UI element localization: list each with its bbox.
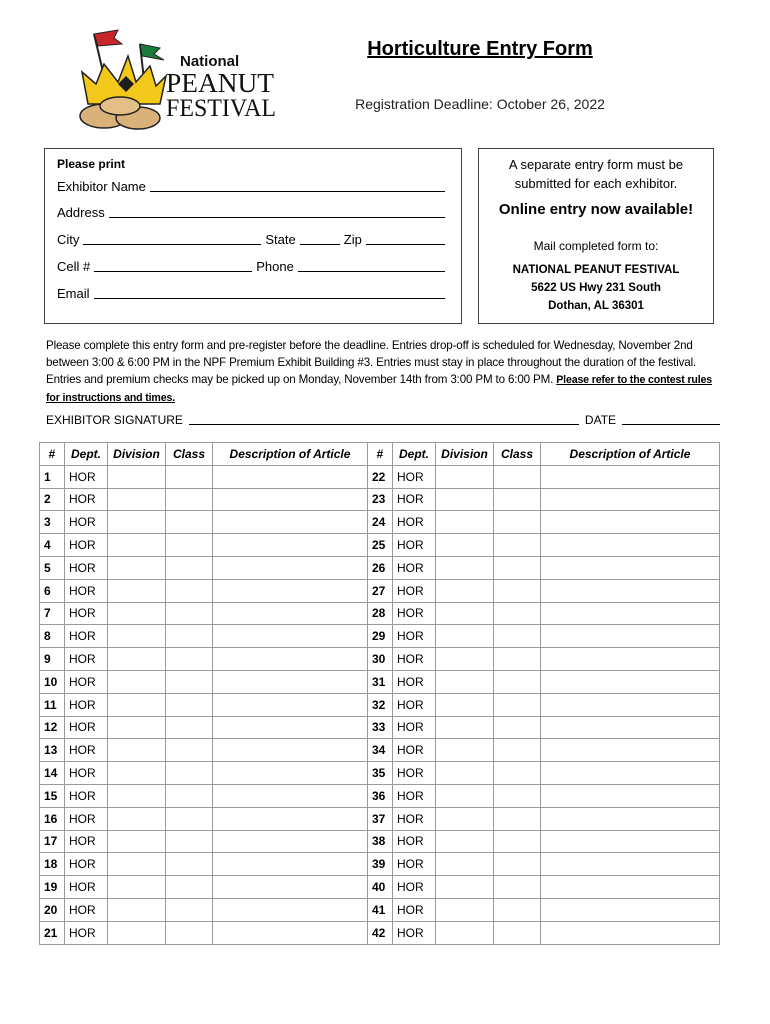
entry-description-input[interactable] xyxy=(541,625,720,648)
entry-division-input[interactable] xyxy=(436,716,494,739)
entry-class-input[interactable] xyxy=(494,921,541,944)
entry-dept: HOR xyxy=(393,625,436,648)
entry-class-input[interactable] xyxy=(494,898,541,921)
online-entry-note: Online entry now available! xyxy=(498,201,694,218)
entry-description-input[interactable] xyxy=(213,716,368,739)
entry-number: 19 xyxy=(40,876,65,899)
entry-dept: HOR xyxy=(65,762,108,785)
entry-description-input[interactable] xyxy=(541,693,720,716)
entry-description-input[interactable] xyxy=(541,602,720,625)
entry-description-input[interactable] xyxy=(541,511,720,534)
state-label: State xyxy=(265,232,296,247)
entry-description-input[interactable] xyxy=(213,898,368,921)
entry-class-input[interactable] xyxy=(494,739,541,762)
entry-description-input[interactable] xyxy=(541,921,720,944)
entry-class-input[interactable] xyxy=(494,670,541,693)
entry-dept: HOR xyxy=(65,465,108,488)
logo-festival: FESTIVAL xyxy=(166,95,276,122)
entry-dept: HOR xyxy=(393,921,436,944)
entry-dept: HOR xyxy=(393,876,436,899)
entry-dept: HOR xyxy=(65,556,108,579)
entry-number: 14 xyxy=(40,762,65,785)
phone-input[interactable] xyxy=(298,260,445,272)
entry-dept: HOR xyxy=(65,921,108,944)
entry-number: 32 xyxy=(368,693,393,716)
entry-division-input[interactable] xyxy=(108,670,166,693)
entry-description-input[interactable] xyxy=(213,921,368,944)
entry-number: 30 xyxy=(368,648,393,671)
form-title: Horticulture Entry Form xyxy=(367,38,593,60)
city-state-zip-field xyxy=(57,232,449,247)
entries-body xyxy=(40,465,720,944)
entry-division-input[interactable] xyxy=(108,556,166,579)
entry-description-input[interactable] xyxy=(541,784,720,807)
address-field xyxy=(57,205,449,220)
entry-dept: HOR xyxy=(65,853,108,876)
table-row xyxy=(40,556,720,579)
entry-description-input[interactable] xyxy=(541,716,720,739)
entry-description-input[interactable] xyxy=(213,488,368,511)
entry-division-input[interactable] xyxy=(436,762,494,785)
entry-description-input[interactable] xyxy=(213,602,368,625)
entry-division-input[interactable] xyxy=(108,488,166,511)
mail-to-label: Mail completed form to: xyxy=(533,239,659,253)
entry-class-input[interactable] xyxy=(166,602,213,625)
entry-dept: HOR xyxy=(65,716,108,739)
entry-class-input[interactable] xyxy=(494,876,541,899)
entry-dept: HOR xyxy=(65,625,108,648)
date-label: DATE xyxy=(584,413,617,427)
entry-division-input[interactable] xyxy=(436,465,494,488)
table-row xyxy=(40,670,720,693)
exhibitor-name-input[interactable] xyxy=(150,180,445,192)
entry-dept: HOR xyxy=(65,670,108,693)
entry-class-input[interactable] xyxy=(494,556,541,579)
entry-division-input[interactable] xyxy=(108,853,166,876)
entry-division-input[interactable] xyxy=(436,534,494,557)
table-row xyxy=(40,853,720,876)
table-row xyxy=(40,648,720,671)
contest-rules-note: Please refer to the contest rules for instructions and times. xyxy=(46,374,713,404)
entry-dept: HOR xyxy=(393,579,436,602)
entry-number: 20 xyxy=(40,898,65,921)
entry-division-input[interactable] xyxy=(436,693,494,716)
email-field xyxy=(57,286,449,301)
entry-number: 2 xyxy=(40,488,65,511)
table-row xyxy=(40,579,720,602)
col-number-header: # xyxy=(40,443,65,466)
entry-dept: HOR xyxy=(65,511,108,534)
col-class-header: Class xyxy=(166,443,213,466)
entry-number: 39 xyxy=(368,853,393,876)
entry-number: 40 xyxy=(368,876,393,899)
entry-class-input[interactable] xyxy=(166,898,213,921)
entry-number: 29 xyxy=(368,625,393,648)
entry-dept: HOR xyxy=(65,898,108,921)
entry-dept: HOR xyxy=(393,716,436,739)
table-row xyxy=(40,716,720,739)
entry-class-input[interactable] xyxy=(166,648,213,671)
entry-description-input[interactable] xyxy=(541,488,720,511)
cell-phone-field xyxy=(57,259,449,274)
entry-number: 13 xyxy=(40,739,65,762)
entry-class-input[interactable] xyxy=(166,784,213,807)
entry-description-input[interactable] xyxy=(541,670,720,693)
entry-division-input[interactable] xyxy=(108,716,166,739)
entry-number: 18 xyxy=(40,853,65,876)
entry-class-input[interactable] xyxy=(494,762,541,785)
entry-description-input[interactable] xyxy=(541,465,720,488)
entry-dept: HOR xyxy=(65,876,108,899)
address-line-2: 5622 US Hwy 231 South xyxy=(531,282,661,294)
entry-dept: HOR xyxy=(65,693,108,716)
table-row xyxy=(40,534,720,557)
entry-dept: HOR xyxy=(65,830,108,853)
entry-class-input[interactable] xyxy=(166,534,213,557)
entry-division-input[interactable] xyxy=(436,739,494,762)
entry-number: 31 xyxy=(368,670,393,693)
zip-input[interactable] xyxy=(366,233,445,245)
entry-class-input[interactable] xyxy=(494,579,541,602)
table-row xyxy=(40,488,720,511)
entry-division-input[interactable] xyxy=(436,511,494,534)
entry-number: 6 xyxy=(40,579,65,602)
entry-description-input[interactable] xyxy=(541,898,720,921)
table-row xyxy=(40,511,720,534)
entry-division-input[interactable] xyxy=(436,488,494,511)
please-print-label: Please print xyxy=(57,157,126,171)
entry-class-input[interactable] xyxy=(494,830,541,853)
state-input[interactable] xyxy=(300,233,340,245)
entry-number: 22 xyxy=(368,465,393,488)
entry-number: 16 xyxy=(40,807,65,830)
entry-description-input[interactable] xyxy=(213,853,368,876)
entry-division-input[interactable] xyxy=(436,830,494,853)
entry-number: 34 xyxy=(368,739,393,762)
entry-division-input[interactable] xyxy=(436,921,494,944)
entry-description-input[interactable] xyxy=(541,648,720,671)
exhibitor-name-field xyxy=(57,179,449,194)
entry-number: 12 xyxy=(40,716,65,739)
entry-description-input[interactable] xyxy=(541,579,720,602)
entry-dept: HOR xyxy=(393,762,436,785)
entry-dept: HOR xyxy=(65,648,108,671)
entry-description-input[interactable] xyxy=(213,693,368,716)
entry-class-input[interactable] xyxy=(166,579,213,602)
mailing-info-box xyxy=(478,148,714,324)
entry-number: 33 xyxy=(368,716,393,739)
signature-row xyxy=(46,413,726,427)
table-header-row xyxy=(40,443,720,466)
address-label: Address xyxy=(57,205,105,220)
address-input[interactable] xyxy=(109,206,445,218)
entry-division-input[interactable] xyxy=(108,739,166,762)
col-dept-header: Dept. xyxy=(65,443,108,466)
registration-deadline: Registration Deadline: October 26, 2022 xyxy=(355,96,605,112)
entry-class-input[interactable] xyxy=(494,625,541,648)
entry-description-input[interactable] xyxy=(541,556,720,579)
entry-dept: HOR xyxy=(393,739,436,762)
entry-description-input[interactable] xyxy=(541,739,720,762)
entry-number: 27 xyxy=(368,579,393,602)
col-division-header: Division xyxy=(436,443,494,466)
table-row xyxy=(40,465,720,488)
entry-dept: HOR xyxy=(393,534,436,557)
entry-dept: HOR xyxy=(393,602,436,625)
entry-description-input[interactable] xyxy=(213,807,368,830)
instructions-text: Please complete this entry form and pre-register before the deadline. Entries drop-off is scheduled for Wednesday, November 2nd between 3:00 & 6:00 PM in the NPF Premium Exhibit Building #3. Entries must stay in place throughout the duration of the festival. Entries and premium checks may be picked up on Monday, November 14th from 3:00 PM to 6:00 PM. xyxy=(46,339,697,386)
entry-dept: HOR xyxy=(393,807,436,830)
entry-number: 28 xyxy=(368,602,393,625)
entry-class-input[interactable] xyxy=(166,762,213,785)
entry-division-input[interactable] xyxy=(108,693,166,716)
entry-class-input[interactable] xyxy=(494,716,541,739)
entry-number: 38 xyxy=(368,830,393,853)
entry-class-input[interactable] xyxy=(166,853,213,876)
col-dept-header: Dept. xyxy=(393,443,436,466)
col-description-header: Description of Article xyxy=(541,443,720,466)
exhibitor-info-box xyxy=(44,148,462,324)
logo-national: National xyxy=(180,53,240,70)
phone-label: Phone xyxy=(256,259,294,274)
date-input[interactable] xyxy=(622,414,720,425)
col-class-header: Class xyxy=(494,443,541,466)
table-row xyxy=(40,602,720,625)
entry-class-input[interactable] xyxy=(494,807,541,830)
entry-division-input[interactable] xyxy=(436,556,494,579)
entry-dept: HOR xyxy=(65,602,108,625)
entry-number: 9 xyxy=(40,648,65,671)
entry-class-input[interactable] xyxy=(494,693,541,716)
entry-division-input[interactable] xyxy=(436,602,494,625)
entry-dept: HOR xyxy=(393,670,436,693)
entry-class-input[interactable] xyxy=(166,739,213,762)
entry-class-input[interactable] xyxy=(494,784,541,807)
entry-division-input[interactable] xyxy=(108,602,166,625)
entry-class-input[interactable] xyxy=(166,556,213,579)
national-peanut-festival-logo xyxy=(74,26,280,134)
entry-number: 24 xyxy=(368,511,393,534)
entry-division-input[interactable] xyxy=(108,762,166,785)
entry-division-input[interactable] xyxy=(108,579,166,602)
col-description-header: Description of Article xyxy=(213,443,368,466)
entry-description-input[interactable] xyxy=(213,579,368,602)
entry-number: 15 xyxy=(40,784,65,807)
entry-division-input[interactable] xyxy=(108,625,166,648)
entry-description-input[interactable] xyxy=(541,853,720,876)
entry-dept: HOR xyxy=(65,739,108,762)
entry-class-input[interactable] xyxy=(494,648,541,671)
table-row xyxy=(40,784,720,807)
table-row xyxy=(40,625,720,648)
entry-number: 35 xyxy=(368,762,393,785)
entry-number: 26 xyxy=(368,556,393,579)
table-row xyxy=(40,739,720,762)
entry-division-input[interactable] xyxy=(436,625,494,648)
entry-dept: HOR xyxy=(393,784,436,807)
entry-description-input[interactable] xyxy=(541,876,720,899)
entry-class-input[interactable] xyxy=(166,830,213,853)
entry-number: 17 xyxy=(40,830,65,853)
entry-class-input[interactable] xyxy=(166,716,213,739)
cell-label: Cell # xyxy=(57,259,91,274)
entry-division-input[interactable] xyxy=(436,648,494,671)
entry-description-input[interactable] xyxy=(213,556,368,579)
entry-number: 4 xyxy=(40,534,65,557)
entry-number: 42 xyxy=(368,921,393,944)
entry-description-input[interactable] xyxy=(213,876,368,899)
entries-table xyxy=(39,442,720,945)
entry-description-input[interactable] xyxy=(213,465,368,488)
table-row xyxy=(40,762,720,785)
email-label: Email xyxy=(57,286,90,301)
entry-class-input[interactable] xyxy=(494,511,541,534)
entry-division-input[interactable] xyxy=(108,511,166,534)
table-row xyxy=(40,921,720,944)
entry-number: 11 xyxy=(40,693,65,716)
entry-division-input[interactable] xyxy=(436,784,494,807)
entry-division-input[interactable] xyxy=(436,876,494,899)
entry-class-input[interactable] xyxy=(494,602,541,625)
entry-dept: HOR xyxy=(393,693,436,716)
entry-number: 1 xyxy=(40,465,65,488)
entry-class-input[interactable] xyxy=(494,534,541,557)
table-row xyxy=(40,876,720,899)
entry-dept: HOR xyxy=(393,853,436,876)
entry-division-input[interactable] xyxy=(108,465,166,488)
entry-description-input[interactable] xyxy=(213,830,368,853)
entry-class-input[interactable] xyxy=(494,853,541,876)
signature-label: EXHIBITOR SIGNATURE xyxy=(46,413,183,427)
entry-dept: HOR xyxy=(393,556,436,579)
entry-number: 3 xyxy=(40,511,65,534)
entry-number: 5 xyxy=(40,556,65,579)
entry-dept: HOR xyxy=(65,488,108,511)
separate-form-note: A separate entry form must be submitted for each exhibitor. xyxy=(508,157,684,191)
address-line-1: NATIONAL PEANUT FESTIVAL xyxy=(512,264,680,276)
entry-division-input[interactable] xyxy=(436,670,494,693)
exhibitor-name-label: Exhibitor Name xyxy=(57,179,146,194)
entry-dept: HOR xyxy=(393,830,436,853)
entry-number: 36 xyxy=(368,784,393,807)
instructions-paragraph xyxy=(46,337,726,407)
entry-class-input[interactable] xyxy=(166,807,213,830)
entry-number: 10 xyxy=(40,670,65,693)
entry-description-input[interactable] xyxy=(213,670,368,693)
entry-division-input[interactable] xyxy=(436,853,494,876)
entry-description-input[interactable] xyxy=(541,534,720,557)
entry-dept: HOR xyxy=(65,784,108,807)
entry-division-input[interactable] xyxy=(436,807,494,830)
table-row xyxy=(40,898,720,921)
entry-dept: HOR xyxy=(65,579,108,602)
entry-dept: HOR xyxy=(65,807,108,830)
entry-division-input[interactable] xyxy=(108,921,166,944)
entry-class-input[interactable] xyxy=(166,511,213,534)
entry-description-input[interactable] xyxy=(541,762,720,785)
entry-dept: HOR xyxy=(393,465,436,488)
entry-class-input[interactable] xyxy=(166,921,213,944)
entry-description-input[interactable] xyxy=(213,784,368,807)
entry-description-input[interactable] xyxy=(541,807,720,830)
entry-description-input[interactable] xyxy=(541,830,720,853)
city-label: City xyxy=(57,232,80,247)
entry-number: 7 xyxy=(40,602,65,625)
entry-dept: HOR xyxy=(393,648,436,671)
city-input[interactable] xyxy=(83,233,261,245)
entry-number: 37 xyxy=(368,807,393,830)
email-input[interactable] xyxy=(94,287,445,299)
entry-description-input[interactable] xyxy=(213,511,368,534)
entry-description-input[interactable] xyxy=(213,739,368,762)
entry-division-input[interactable] xyxy=(108,898,166,921)
entry-division-input[interactable] xyxy=(108,876,166,899)
entry-class-input[interactable] xyxy=(494,465,541,488)
entry-number: 23 xyxy=(368,488,393,511)
entry-class-input[interactable] xyxy=(494,488,541,511)
zip-label: Zip xyxy=(343,232,362,247)
entry-description-input[interactable] xyxy=(213,534,368,557)
entry-description-input[interactable] xyxy=(213,625,368,648)
entry-number: 25 xyxy=(368,534,393,557)
entry-number: 41 xyxy=(368,898,393,921)
entry-dept: HOR xyxy=(393,898,436,921)
entry-division-input[interactable] xyxy=(108,807,166,830)
cell-input[interactable] xyxy=(94,260,252,272)
mailing-address xyxy=(479,261,713,315)
entry-class-input[interactable] xyxy=(166,625,213,648)
table-row xyxy=(40,807,720,830)
entry-number: 21 xyxy=(40,921,65,944)
address-line-3: Dothan, AL 36301 xyxy=(548,300,644,312)
table-row xyxy=(40,830,720,853)
entry-division-input[interactable] xyxy=(108,534,166,557)
entry-dept: HOR xyxy=(393,511,436,534)
entry-class-input[interactable] xyxy=(166,693,213,716)
entry-division-input[interactable] xyxy=(108,830,166,853)
entry-class-input[interactable] xyxy=(166,670,213,693)
entry-division-input[interactable] xyxy=(436,898,494,921)
signature-input[interactable] xyxy=(189,414,579,425)
table-row xyxy=(40,693,720,716)
entry-description-input[interactable] xyxy=(213,762,368,785)
entry-class-input[interactable] xyxy=(166,876,213,899)
entry-division-input[interactable] xyxy=(108,784,166,807)
entry-dept: HOR xyxy=(393,488,436,511)
logo-peanut: PEANUT xyxy=(166,68,275,98)
entry-description-input[interactable] xyxy=(213,648,368,671)
entry-class-input[interactable] xyxy=(166,488,213,511)
col-division-header: Division xyxy=(108,443,166,466)
entry-division-input[interactable] xyxy=(436,579,494,602)
entry-division-input[interactable] xyxy=(108,648,166,671)
col-number-header: # xyxy=(368,443,393,466)
entry-dept: HOR xyxy=(65,534,108,557)
entry-class-input[interactable] xyxy=(166,465,213,488)
entry-number: 8 xyxy=(40,625,65,648)
